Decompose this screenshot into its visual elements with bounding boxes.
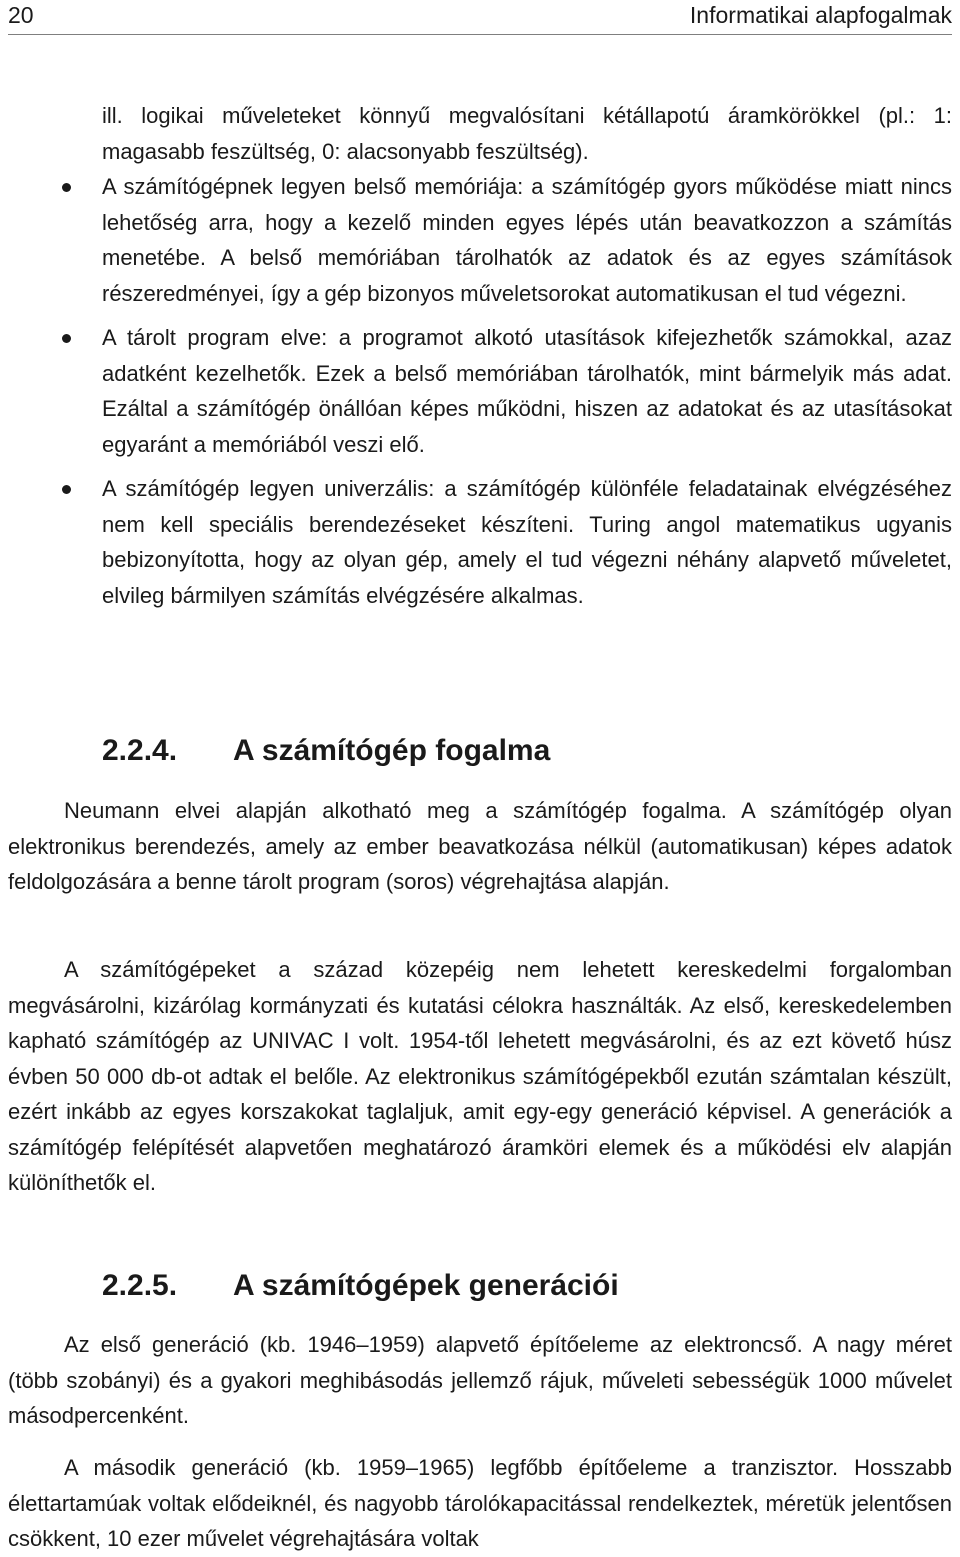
list-item-text: A tárolt program elve: a programot alkotó utasítások kifejezhetők számokkal, azaz adatként kezelhetők. Ezek a belső memóriában tárolhatók, mint bármelyik más adat. Ezáltal a számítógép önállóan képes működni, hiszen az adatokat és az utasításokat egyaránt a memóriából veszi elő. <box>102 325 952 457</box>
section-heading-2-2-4 <box>102 731 952 771</box>
section-title: A számítógépek generációi <box>233 1269 619 1302</box>
body-paragraph <box>8 1327 952 1434</box>
paragraph-text: Az első generáció (kb. 1946–1959) alapvető építőeleme az elektroncső. A nagy méret (több szobányi) és a gyakori meghibásodás jellemző rájuk, műveleti sebességük 1000 művelet másodpercenként. <box>8 1332 952 1428</box>
body-paragraph <box>8 952 952 1201</box>
body-paragraph <box>8 793 952 900</box>
section-heading-2-2-5 <box>102 1266 952 1306</box>
running-title: Informatikai alapfogalmak <box>689 2 952 28</box>
bullet-icon <box>62 183 71 192</box>
bullet-icon <box>62 485 71 494</box>
list-item <box>62 320 952 462</box>
list-item <box>62 471 952 613</box>
section-number: 2.2.4. <box>102 734 178 767</box>
neumann-principles-list <box>62 169 952 622</box>
paragraph-text: A második generáció (kb. 1959–1965) legfőbb építőeleme a tranzisztor. Hosszabb élettartamúak voltak elődeiknél, és nagyobb tárolókapacitással rendelkeztek, méretük jelentősen csökkent, 10 ezer művelet végrehajtására voltak <box>8 1455 952 1551</box>
list-item-text: A számítógép legyen univerzális: a számítógép különféle feladatainak elvégzéséhez nem kell speciális berendezéseket készíteni. Turing angol matematikus ugyanis bebizonyította, hogy az olyan gép, amely el tud végezni néhány alapvető műveletet, elvileg bármilyen számítás elvégzésére alkalmas. <box>102 476 952 608</box>
page-number: 20 <box>8 2 34 28</box>
list-item <box>62 169 952 311</box>
body-paragraph <box>8 1450 952 1557</box>
paragraph-text: Neumann elvei alapján alkotható meg a számítógép fogalma. A számítógép olyan elektronikus berendezés, amely az ember beavatkozása nélkül (automatikusan) képes adatok feldolgozására a benne tárolt program (soros) végrehajtása alapján. <box>8 798 952 894</box>
section-number: 2.2.5. <box>102 1269 178 1302</box>
paragraph-text: A számítógépeket a század közepéig nem lehetett kereskedelmi forgalomban megvásárolni, kizárólag kormányzati és kutatási célokra használták. Az első, kereskedelemben kapható számítógép az UNIVAC I volt. 1954-től lehetett megvásárolni, és az ezt követő húsz évben 50 000 db-ot adtak el belőle. Az elektronikus számítógépekből ezután számtalan készült, ezért inkább az egyes korszakokat taglaljuk, amit egy-egy generáció képvisel. A generációk a számítógép felépítését alapvetően meghatározó áramköri elemek és a működési elv alapján különíthetők el. <box>8 957 952 1195</box>
continuation-paragraph: ill. logikai műveleteket könnyű megvalósítani kétállapotú áramkörökkel (pl.: 1: magasabb feszültség, 0: alacsonyabb feszültség). <box>102 103 952 164</box>
section-title: A számítógép fogalma <box>233 734 551 767</box>
page-header <box>8 0 952 35</box>
bullet-icon <box>62 334 71 343</box>
list-item-text: A számítógépnek legyen belső memóriája: a számítógép gyors működése miatt nincs lehetőség arra, hogy a kezelő minden egyes lépés után beavatkozzon a számítás menetébe. A belső memóriában tárolhatók az adatok és az egyes számítások részeredményei, így a gép bizonyos műveletsorokat automatikusan el tud végezni. <box>102 174 952 306</box>
